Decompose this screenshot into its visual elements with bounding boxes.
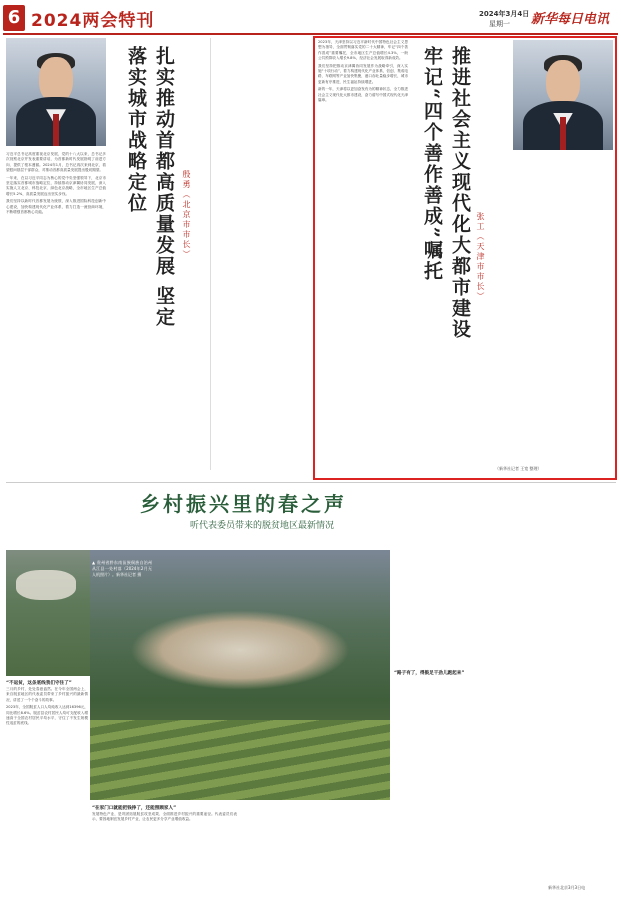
- article3-heading-1: “不返贫，这条底线我们守住了”: [6, 681, 72, 686]
- header-rule: [3, 33, 618, 35]
- article2-title: 推进社会主义现代化大都市建设 牢记“四个善作善成”嘱托: [421, 46, 471, 340]
- article2-source: （新华社记者 王宽 整理）: [495, 466, 542, 471]
- page-header: [3, 3, 618, 33]
- article3-body-col1: “不返贫，这条底线我们守住了” 三月的乡村，处处春意盎然。在今年全国两会上，来自脱贫地区的代表委员带来了乡村振兴的最新情况，讲述了一个个奋斗的故事。 2023年，全国脱贫人口人均纯收入达到16396元，同比增长8.6%。脱贫县农村居民人均可支配收入增速高于全国农村居民平均水平，守住了不发生规模性返贫的底线。: [6, 681, 88, 726]
- column-rule: [6, 482, 616, 483]
- article1-title: 扎实推动首都高质量发展 坚定落实城市战略定位: [125, 46, 175, 328]
- article3-body-col3: [242, 805, 387, 895]
- article3-body-col2: “在家门口就能把钱挣了，还能照顾家人” 发展特色产业，是巩固拓展脱贫攻坚成果、全面推进乡村振兴的重要途径。代表委员们表示，要因地制宜发展乡村产业，让农民更多分享产业增值收益。: [92, 806, 237, 822]
- header-weekday: 星期一: [489, 20, 510, 28]
- article3-subtitle: 听代表委员带来的脱贫地区最新情况: [190, 521, 335, 531]
- article3-source: 新华社北京3月3日电: [548, 885, 586, 890]
- article2-byline: 张工（天津市市长）: [476, 212, 485, 302]
- newspaper-logo: 新华每日电讯: [531, 12, 610, 27]
- article1-body-col1: 习近平总书记高度重视北京发展，党的十八大以来，总书记多次视察北京并发表重要讲话，为首都新时代发展指明了前进方向、提供了根本遵循。2024年1月，总书记再次来到北京，看望慰问基层干部群众，对推动首都高质量发展提出殷切期望。 一年来，在以习近平同志为核心的党中央坚强领导下，北京市坚定落实首都城市战略定位，持续推动京津冀协同发展，深入实施人文北京、科技北京、绿色北京战略，全市地区生产总值增长5.2%，高质量发展迈出坚实步伐。 我们坚持以新时代首都发展为统领，深入推进国际科技创新中心建设，加快构建现代化产业体系，着力打造一流营商环境，不断增强首都核心功能。: [6, 152, 106, 215]
- section-title: 2024两会特刊: [31, 11, 155, 31]
- article1-body-col3: [212, 38, 310, 470]
- portrait-photo-beijing-mayor: [6, 38, 106, 146]
- article3-title: 乡村振兴里的春之声: [140, 492, 347, 516]
- article3-body-col5: [500, 490, 615, 880]
- article3-body-col4: [394, 550, 494, 890]
- article3-heading-3: “路子有了，得鼓足干劲儿跑起来”: [394, 671, 465, 676]
- photo-caption: ▲ 贵州省黔东南苗族侗族自治州从江县一处村落（2024年2月无人机照片）。新华社记者 摄: [92, 560, 152, 577]
- article2-body-col2: [488, 154, 613, 464]
- portrait-photo-tianjin-mayor: [513, 40, 613, 150]
- header-date: 2024年3月4日: [479, 10, 530, 18]
- page-number: 6: [7, 7, 21, 28]
- article2-body-col1: 2023年，天津坚持以习近平新时代中国特色社会主义思想为指导，全面贯彻落实党的二十大精神，牢记“四个善作善成”重要嘱托，全市地区生产总值增长4.3%，一般公共预算收入增长9.8%，经济社会发展取得新成效。 我们坚持把推动京津冀协同发展作为战略牵引，深入实施“十项行动”，着力构建现代化产业体系，信创、集成电路、车联网等产业加快集聚，港口吞吐量稳步增长，城市更新有序推进，民生福祉持续增进。 新的一年，天津将以更加奋发有为的精神状态，全力推进社会主义现代化大都市建设，奋力谱写中国式现代化天津篇章。: [318, 40, 408, 103]
- article3-heading-2: “在家门口就能把钱挣了，还能照顾家人”: [92, 806, 177, 811]
- article1-body-col2: [110, 350, 208, 470]
- village-aerial-photo: [6, 550, 90, 676]
- page-number-badge: [3, 5, 25, 31]
- article1-byline: 殷勇（北京市市长）: [182, 170, 191, 260]
- column-rule: [210, 38, 211, 470]
